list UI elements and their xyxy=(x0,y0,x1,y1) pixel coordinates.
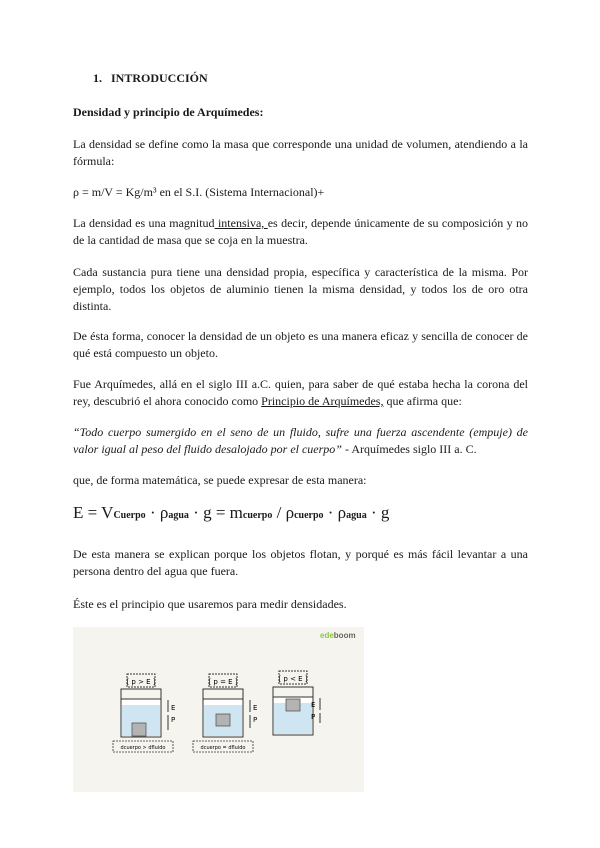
paragraph-closing: Éste es el principio que usaremos para medir densidades. xyxy=(73,597,347,611)
container-1-label: [ p > E ] xyxy=(126,678,156,686)
container-1-bottom-label: dcuerpo > dfluido xyxy=(120,745,166,751)
container-sinks xyxy=(113,674,175,752)
archimedes-principle-link[interactable]: Principio de Arquímedes, xyxy=(261,394,384,408)
archimedes-quote xyxy=(73,424,528,458)
container-3-lid xyxy=(273,687,313,697)
formula-slash-rho: / ρ xyxy=(272,503,295,522)
brand-prefix: ede xyxy=(320,631,334,640)
density-formula-line: ρ = m/V = Kg/m³ en el S.I. (Sistema Internacional)+ xyxy=(73,185,325,199)
section-heading xyxy=(93,70,548,87)
paragraph-archimedes xyxy=(73,376,528,410)
container-1-lid xyxy=(121,689,161,699)
container-floats xyxy=(273,671,320,735)
formula-mid: · g = m xyxy=(188,503,243,522)
paragraph-math-intro: que, de forma matemática, se puede expresar de esta manera: xyxy=(73,473,367,487)
archimedes-text-after: que afirma que: xyxy=(383,394,462,408)
container-3-p: P xyxy=(311,713,316,721)
container-3-e: E xyxy=(311,701,316,709)
formula-sub-agua: agua xyxy=(168,510,189,521)
formula-lhs: E = V xyxy=(73,503,114,522)
container-1-object xyxy=(132,723,146,736)
paragraph-explanation: De esta manera se explican porque los objetos flotan, y porqué es más fácil levantar a una persona dentro del agua que fuera. xyxy=(73,547,528,578)
formula-sub-cuerpo: Cuerpo xyxy=(113,510,146,521)
formula-dot-rho: · ρ xyxy=(145,503,169,522)
paragraph-intensive xyxy=(73,215,528,249)
section-number: 1. xyxy=(93,71,102,85)
formula-end: · g xyxy=(366,503,390,522)
buoyancy-diagram-svg xyxy=(73,627,364,792)
formula-sub-cuerpo-mass: cuerpo xyxy=(242,510,273,521)
container-2-bottom-label: dcuerpo = dfluido xyxy=(200,745,246,751)
container-neutral xyxy=(193,674,257,752)
container-2-lid xyxy=(203,689,243,699)
intensive-text-before: La densidad es una magnitud xyxy=(73,216,215,230)
container-2-e: E xyxy=(253,704,258,712)
intensive-text-after: es decir, depende únicamente de su composición y no de la cantidad de masa que se coja en la muestra. xyxy=(73,216,528,247)
container-3-object xyxy=(286,699,300,711)
formula-sub-cuerpo-density: cuerpo xyxy=(294,510,324,521)
subheading: Densidad y principio de Arquímedes: xyxy=(73,105,264,119)
container-1-e: E xyxy=(171,704,176,712)
archimedes-text-before: Fue Arquímedes, allá en el siglo III a.C. quien, para saber de qué estaba hecha la corona del rey, descubrió el ahora conocido como xyxy=(73,377,528,408)
brand-logo xyxy=(320,631,356,640)
container-1-p: P xyxy=(171,716,176,724)
formula-dot-rho-2: · ρ xyxy=(323,503,347,522)
buoyancy-illustration xyxy=(73,627,364,792)
paragraph-method: De ésta forma, conocer la densidad de un objeto es una manera eficaz y sencilla de conocer de qué está compuesto un objeto. xyxy=(73,329,528,360)
buoyancy-formula xyxy=(73,503,528,526)
container-2-label: [ p = E ] xyxy=(208,678,238,686)
section-title: INTRODUCCIÓN xyxy=(111,71,208,85)
container-2-object xyxy=(216,714,230,726)
paragraph-definition: La densidad se define como la masa que corresponde una unidad de volumen, atendiendo a la fórmula: xyxy=(73,137,528,168)
container-2-p: P xyxy=(253,716,258,724)
brand-suffix: boom xyxy=(333,631,356,640)
formula-sub-agua-2: agua xyxy=(346,510,367,521)
intensive-link[interactable]: intensiva, xyxy=(214,216,268,230)
quote-text: “Todo cuerpo sumergido en el seno de un fluido, sufre una fuerza ascendente (empuje) de valor igual al peso del fluido desalojado por el cuerpo” xyxy=(73,425,528,456)
quote-attribution: - Arquímedes siglo III a. C. xyxy=(341,442,477,456)
paragraph-pure-substance: Cada sustancia pura tiene una densidad propia, específica y característica de la misma. Por ejemplo, todos los objetos de aluminio tienen la misma densidad, y todos los de oro otra distinta. xyxy=(73,265,528,313)
container-3-label: [ p < E ] xyxy=(278,675,308,683)
